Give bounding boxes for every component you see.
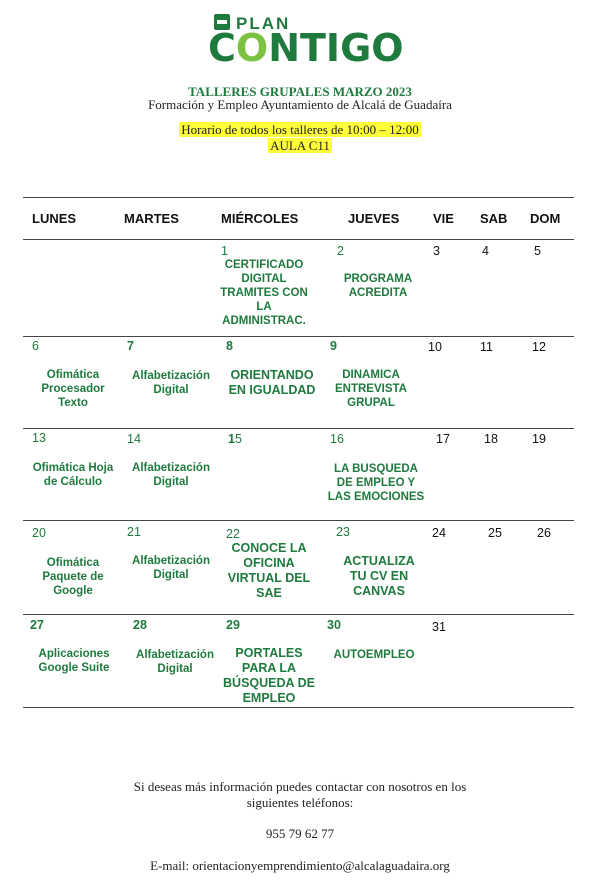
event-actualiza-cv-canvas: ACTUALIZA TU CV EN CANVAS bbox=[343, 554, 415, 598]
event-programa-acredita: PROGRAMA ACREDITA bbox=[343, 273, 413, 299]
contact-info-line2: siguientes teléfonos: bbox=[246, 795, 354, 810]
event-alfabetizacion-digital: Alfabetización Digital bbox=[132, 370, 210, 396]
room-text: AULA C11 bbox=[270, 138, 330, 153]
day-number: 17 bbox=[436, 432, 450, 446]
event-ofimatica-procesador: Ofimática Procesador Texto bbox=[41, 369, 105, 409]
header-martes: MARTES bbox=[124, 211, 179, 226]
event-alfabetizacion-digital: Alfabetización Digital bbox=[136, 649, 214, 675]
logo-plan-text: PLAN bbox=[236, 14, 291, 33]
event-autoempleo: AUTOEMPLEO bbox=[333, 649, 415, 661]
table-divider bbox=[23, 614, 574, 615]
day-number: 3 bbox=[433, 244, 440, 258]
table-bottom-border bbox=[23, 707, 574, 708]
table-divider bbox=[23, 239, 574, 240]
day-number: 1 bbox=[221, 244, 228, 258]
event-certificado-digital: CERTIFICADO DIGITAL TRAMITES CON LA ADMINISTRAC. bbox=[220, 259, 308, 327]
room-note bbox=[0, 138, 600, 154]
header-lunes: LUNES bbox=[32, 211, 77, 226]
table-top-border bbox=[23, 197, 574, 198]
event-ofimatica-paquete-google: Ofimática Paquete de Google bbox=[42, 557, 104, 597]
day-number: 14 bbox=[127, 432, 141, 446]
day-number: 5 bbox=[534, 244, 541, 258]
event-alfabetizacion-digital: Alfabetización Digital bbox=[132, 555, 210, 581]
event-aplicaciones-google-suite: Aplicaciones Google Suite bbox=[38, 648, 110, 674]
day-number: 27 bbox=[30, 618, 44, 632]
day-number: 19 bbox=[532, 432, 546, 446]
schedule-text: Horario de todos los talleres de 10:00 – 12:00 bbox=[181, 122, 419, 137]
event-orientando-igualdad: ORIENTANDO EN IGUALDAD bbox=[228, 368, 316, 397]
day-number: 13 bbox=[32, 431, 46, 445]
day-number: 20 bbox=[32, 526, 46, 540]
header-jueves: JUEVES bbox=[348, 211, 400, 226]
day-number: 12 bbox=[532, 340, 546, 354]
day-number: 26 bbox=[537, 526, 551, 540]
day-number: 24 bbox=[432, 526, 446, 540]
day-number: 2 bbox=[337, 244, 344, 258]
day-number: 10 bbox=[428, 340, 442, 354]
day-number: 15 bbox=[228, 432, 242, 446]
page-subtitle: Formación y Empleo Ayuntamiento de Alcalá de Guadaíra bbox=[148, 97, 452, 112]
contact-email: E-mail: orientacionyemprendimiento@alcalaguadaira.org bbox=[150, 858, 450, 873]
contact-phone: 955 79 62 77 bbox=[265, 826, 335, 841]
day-number: 11 bbox=[480, 340, 493, 354]
event-ofimatica-hoja-calculo: Ofimática Hoja de Cálculo bbox=[32, 462, 114, 488]
plan-contigo-logo bbox=[0, 12, 600, 72]
day-number: 21 bbox=[127, 525, 141, 539]
page-title: TALLERES GRUPALES MARZO 2023 bbox=[188, 84, 412, 99]
event-conoce-oficina-virtual: CONOCE LA OFICINA VIRTUAL DEL SAE bbox=[227, 541, 311, 600]
day-number: 23 bbox=[336, 525, 350, 539]
table-divider bbox=[23, 428, 574, 429]
event-portales-busqueda-empleo: PORTALES PARA LA BÚSQUEDA DE EMPLEO bbox=[223, 646, 315, 705]
header-vie: VIE bbox=[433, 211, 454, 226]
day-number: 16 bbox=[330, 432, 344, 446]
event-dinamica-entrevista: DINAMICA ENTREVISTA GRUPAL bbox=[335, 369, 407, 409]
header-sab: SAB bbox=[480, 211, 508, 226]
day-number: 29 bbox=[226, 618, 240, 632]
day-number: 28 bbox=[133, 618, 147, 632]
header-dom: DOM bbox=[530, 211, 561, 226]
day-number: 31 bbox=[432, 620, 446, 634]
day-number: 22 bbox=[226, 527, 240, 541]
header-miercoles: MIÉRCOLES bbox=[221, 211, 299, 226]
day-number: 8 bbox=[226, 339, 233, 353]
day-number: 18 bbox=[484, 432, 498, 446]
event-busqueda-empleo-emociones: LA BUSQUEDA DE EMPLEO Y LAS EMOCIONES bbox=[327, 463, 425, 503]
day-number: 30 bbox=[327, 618, 341, 632]
day-number: 25 bbox=[488, 526, 502, 540]
schedule-note bbox=[0, 122, 600, 138]
table-divider bbox=[23, 520, 574, 521]
event-alfabetizacion-digital: Alfabetización Digital bbox=[132, 462, 210, 488]
contact-info-line1: Si deseas más información puedes contactar con nosotros en los bbox=[133, 779, 467, 794]
table-divider bbox=[23, 336, 574, 337]
day-number: 7 bbox=[127, 339, 134, 353]
day-number: 6 bbox=[32, 339, 39, 353]
day-number: 4 bbox=[482, 244, 489, 258]
logo-contigo-text: CONTIGO bbox=[208, 26, 404, 70]
day-number: 9 bbox=[330, 339, 337, 353]
